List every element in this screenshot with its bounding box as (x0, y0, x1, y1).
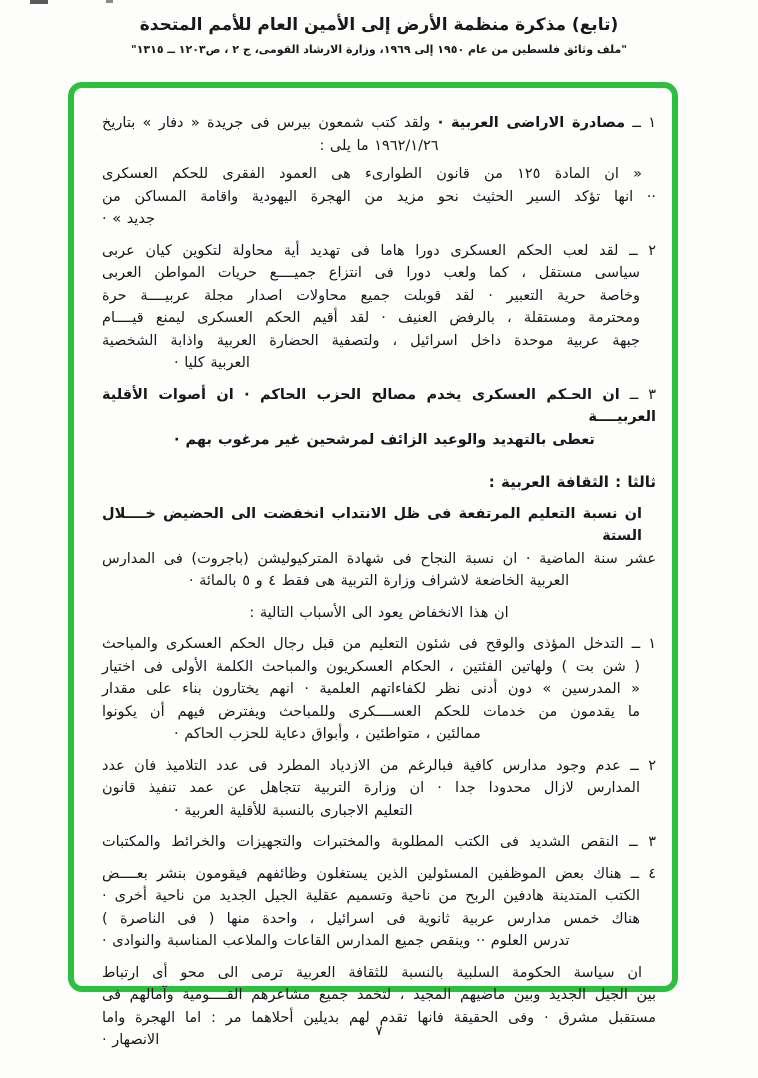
text-line (102, 885, 656, 908)
text: ولقد كتب شمعون بيرس فى جريدة « دفار » بتاريخ (102, 115, 431, 131)
text: المدارس لازال محدودا جدا · ان وزارة التربية تتجاهل عن عمد تنفيذ قانون (102, 780, 640, 796)
bold-text: تعطى بالتهديد والوعيد الزائف لمرشحين غير مرغوب بهم · (174, 431, 595, 448)
text: وخاصة حرية التعبير · لقد قوبلت جميع محاولات اصدار مجلة عربيــــة حرة (102, 287, 640, 304)
text: الانصهار · (102, 1032, 160, 1048)
text: ·· انها تؤكد السير الحثيث نحو مزيد من الهجرة اليهودية واقامة المساكن من (102, 188, 656, 205)
document-body (102, 112, 656, 1052)
text-line (102, 755, 656, 778)
text-line (102, 186, 656, 209)
page-number: ٧ (375, 1024, 383, 1039)
text-line (102, 984, 656, 1007)
item-number: ١ ــ (632, 115, 657, 131)
text-line (102, 330, 656, 353)
text-line (102, 285, 656, 308)
education-rate-paragraph (102, 503, 656, 593)
scan-artifact (106, 0, 113, 3)
text: العربية الخاضعة لاشراف وزارة التربية هى فقط ٤ و ٥ بالمائة · (188, 573, 570, 589)
text: ( شن بت ) ولهاتين الفئتين ، الحكام العسكريون والمباحث الكلمة الأولى فى اختيار (102, 658, 640, 675)
reason-3-materials-shortage (102, 831, 656, 854)
text: ٢ ــ عدم وجود مدارس كافية فبالرغم من الازدياد المطرد فى عدد التلاميذ فان عدد (102, 757, 656, 774)
text: ومحترمة ومستقلة ، بالرفض العنيف · لقد أقيم الحكم العسكرى ليمنع قيــــام (102, 310, 640, 326)
text: سياسى مستقل ، كما ولعب دورا فى انتزاع جميــــع حريات المواطن العربى (102, 265, 640, 281)
text-line (102, 352, 656, 375)
item-1-land-confiscation (102, 112, 656, 157)
text-line (102, 307, 656, 330)
text-line (102, 863, 656, 886)
text: ان سياسة الحكومة السلبية بالنسبة للثقافة العربية ترمى الى محو أى ارتباط (102, 964, 642, 981)
text-line (102, 930, 656, 953)
text: عشر سنة الماضية · ان نسبة النجاح فى شهادة المتركيوليشن (باجروت) فى المدارس (102, 550, 656, 567)
text-line (102, 962, 656, 985)
scan-artifact (30, 0, 48, 4)
bold-text: ان الحـكم العسكرى يخدم مصالح الحزب الحاكم · ان أصوات الأقلية العربيــــة (102, 386, 656, 425)
text-line (102, 656, 656, 679)
text-line (102, 208, 656, 231)
text-line (102, 112, 656, 135)
document-source-citation: "ملف وثائق فلسطين من عام ١٩٥٠ إلى ١٩٦٩، وزارة الارشاد القومى، ج ٢ ، ص١٢٠٣ ــ ١٣١٥" (130, 43, 627, 56)
text-line (102, 429, 656, 452)
text-line (102, 384, 656, 429)
text: التعليم الاجبارى بالنسبة للأقلية العربية · (174, 802, 413, 819)
item-3-ruling-party (102, 384, 656, 452)
text: جديد » · (102, 211, 155, 227)
reason-2-school-shortage (102, 755, 656, 823)
text-line (102, 503, 656, 548)
text-line (102, 240, 656, 263)
reasons-intro-line (102, 602, 656, 625)
text: ١٩٦٢/١/٢٦ ما يلى : (319, 137, 439, 154)
text-line (102, 701, 656, 724)
reason-1-interference (102, 633, 656, 746)
text: تدرس العلوم ·· وينقص جميع المدارس القاعات والملاعب المناسبة والنوادى · (102, 933, 570, 949)
text: ٣ ــ النقص الشديد فى الكتب المطلوبة والمختبرات والتجهيزات والخرائط والمكتبات (102, 834, 656, 850)
text: ١ ــ التدخل المؤذى والوقح فى شئون التعليم من قبل رجال الحكم العسكرى والمباحث (102, 636, 656, 652)
text: ان هذا الانخفاض يعود الى الأسباب التالية : (249, 604, 509, 621)
text-line (102, 135, 656, 158)
bold-text: مصادرة الاراضى العربية · (437, 115, 626, 131)
bold-text: ثالثا : الثقافة العربية : (488, 473, 656, 491)
text: ٢ ــ لقد لعب الحكم العسكرى دورا هاما فى تهديد أية محاولة لتكوين كيان عربى (102, 242, 656, 259)
item-2-military-rule (102, 240, 656, 375)
text-line (102, 602, 656, 625)
text-line (102, 723, 656, 746)
section-heading-arab-culture (102, 471, 656, 494)
text: العربية كليا · (174, 355, 250, 371)
text: « المدرسين » دون أدنى نظر لكفاءاتهم العلمية · انهم يختارون بناء على مقدار (102, 681, 640, 697)
text: مستقبل مشرق · وفى الحقيقة فانها تقدم لهم بديلين أحلاهما مر : اما الهجرة واما (102, 1009, 656, 1026)
text-line (102, 471, 656, 494)
text: ما يقدمون من خدمات للحكم العســــكرى وللمباحث ويفترض فيهم أن يكونوا (102, 703, 640, 720)
text: بين الجيل الجديد وبين ماضيهم المجيد ، لتخمد جميع مشاعرهم القــــومية وآمالهم فى (102, 987, 656, 1003)
text-line (102, 678, 656, 701)
text: الكتب المتدينة هادفين الربح من ناحية وتسميم عقلية الجيل الجديد من ناحية أخرى · (102, 888, 640, 904)
text-line (102, 908, 656, 931)
press-quote (102, 163, 656, 231)
document-title: (تابع) مذكرة منظمة الأرض إلى الأمين العام للأمم المتحدة (139, 15, 619, 35)
text-line (102, 777, 656, 800)
text: ٤ ــ هناك بعض الموظفين المسئولين الذين يستغلون وظائفهم فيقومون بنشر بعــــض (102, 865, 656, 882)
text: « ان المادة ١٢٥ من قانون الطوارىء هى العمود الفقرى للحكم العسكرى (102, 166, 642, 182)
text: هناك خمس مدارس عربية ثانوية فى اسرائيل ، واحدة منها ( فى الناصرة ) (102, 910, 640, 927)
text-line (102, 831, 656, 854)
text-line (102, 163, 656, 186)
text: جبهة عربية موحدة داخل اسرائيل ، ولتصفية الحضارة العربية واذابة الشخصية (102, 332, 640, 349)
document-body-frame (68, 82, 678, 1048)
reason-4-officials (102, 863, 656, 953)
text-line (102, 262, 656, 285)
text-line (102, 548, 656, 571)
text-line (102, 633, 656, 656)
bold-text: ان نسبة التعليم المرتفعة فى ظل الانتداب انخفضت الى الحضيض خــــلال الستة (102, 505, 642, 544)
text: ممالئين ، متواطئين ، وأبواق دعاية للحزب الحاكم · (174, 726, 481, 742)
item-number: ٣ ــ (629, 386, 656, 403)
page-header (0, 0, 758, 57)
text-line (102, 570, 656, 593)
text-line (102, 800, 656, 823)
